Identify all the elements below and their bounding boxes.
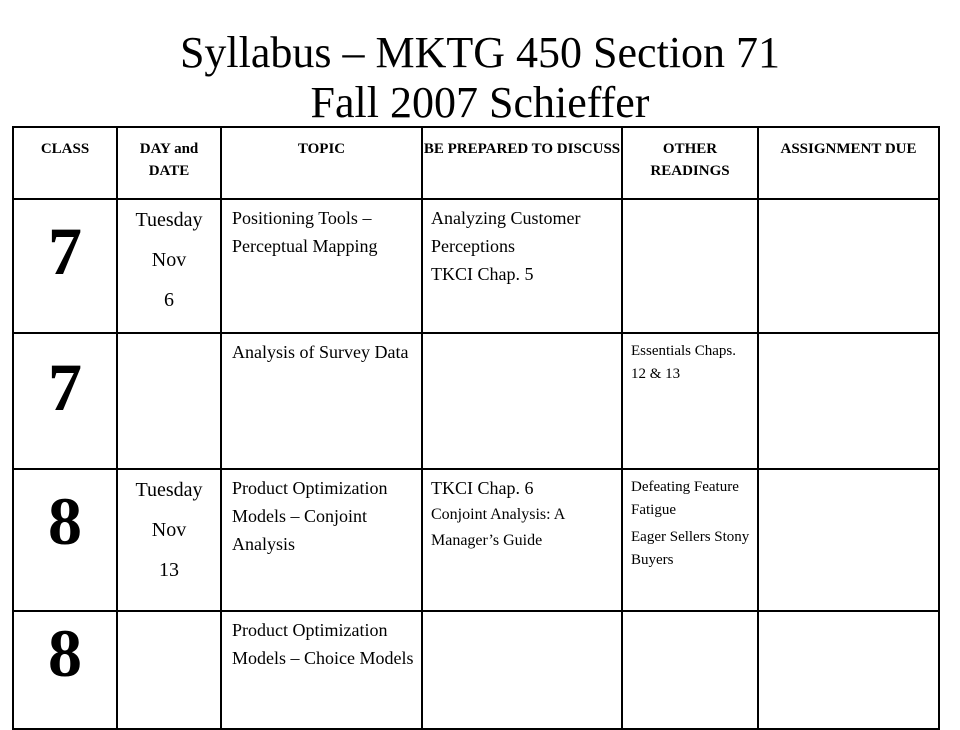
table-row (13, 469, 939, 611)
other-readings-cell (622, 469, 758, 611)
month-text: Nov (151, 519, 187, 541)
day-date-cell (117, 333, 221, 469)
prepare-cell (422, 469, 622, 611)
class-number: 8 (13, 469, 117, 611)
date-text: 13 (159, 559, 179, 581)
prepare-item: Conjoint Analysis: A Manager’s Guide (431, 506, 565, 549)
topic-cell: Analysis of Survey Data (221, 333, 422, 469)
assignment-cell (758, 469, 939, 611)
reading-item: Essentials Chaps. 12 & 13 (631, 343, 736, 382)
topic-cell: Product Optimization Models – Conjoint Analysis (221, 469, 422, 611)
header-assignment-due: ASSIGNMENT DUE (758, 127, 939, 199)
header-topic: TOPIC (221, 127, 422, 199)
header-be-prepared: BE PREPARED TO DISCUSS (422, 127, 622, 199)
table-row (13, 611, 939, 729)
day-text: Tuesday (135, 209, 203, 231)
assignment-cell (758, 333, 939, 469)
prepare-item: TKCI Chap. 5 (431, 264, 534, 284)
other-readings-cell (622, 333, 758, 469)
day-date-cell (117, 469, 221, 611)
day-date-cell (117, 199, 221, 333)
topic-cell: Product Optimization Models – Choice Models (221, 611, 422, 729)
syllabus-table (12, 126, 940, 730)
day-date-cell (117, 611, 221, 729)
reading-item: Eager Sellers Stony Buyers (631, 529, 750, 568)
header-day-date: DAY and DATE (117, 127, 221, 199)
table-row (13, 333, 939, 469)
assignment-cell (758, 199, 939, 333)
day-text: Tuesday (135, 479, 203, 501)
class-number: 7 (13, 333, 117, 469)
title-line-2: Fall 2007 Schieffer (310, 78, 650, 127)
header-other-readings: OTHER READINGS (622, 127, 758, 199)
topic-cell: Positioning Tools – Perceptual Mapping (221, 199, 422, 333)
other-readings-cell (622, 611, 758, 729)
table-row (13, 199, 939, 333)
class-number: 8 (13, 611, 117, 729)
header-class: CLASS (13, 127, 117, 199)
header-row (13, 127, 939, 199)
prepare-cell (422, 333, 622, 469)
other-readings-cell (622, 199, 758, 333)
prepare-cell (422, 611, 622, 729)
page-title (0, 28, 960, 128)
reading-item: Defeating Feature Fatigue (631, 479, 739, 518)
assignment-cell (758, 611, 939, 729)
prepare-cell (422, 199, 622, 333)
month-text: Nov (151, 249, 187, 271)
date-text: 6 (164, 289, 174, 311)
title-line-1: Syllabus – MKTG 450 Section 71 (179, 28, 781, 77)
prepare-item: TKCI Chap. 6 (431, 478, 534, 498)
prepare-item: Analyzing Customer Perceptions (431, 208, 581, 256)
class-number: 7 (13, 199, 117, 333)
